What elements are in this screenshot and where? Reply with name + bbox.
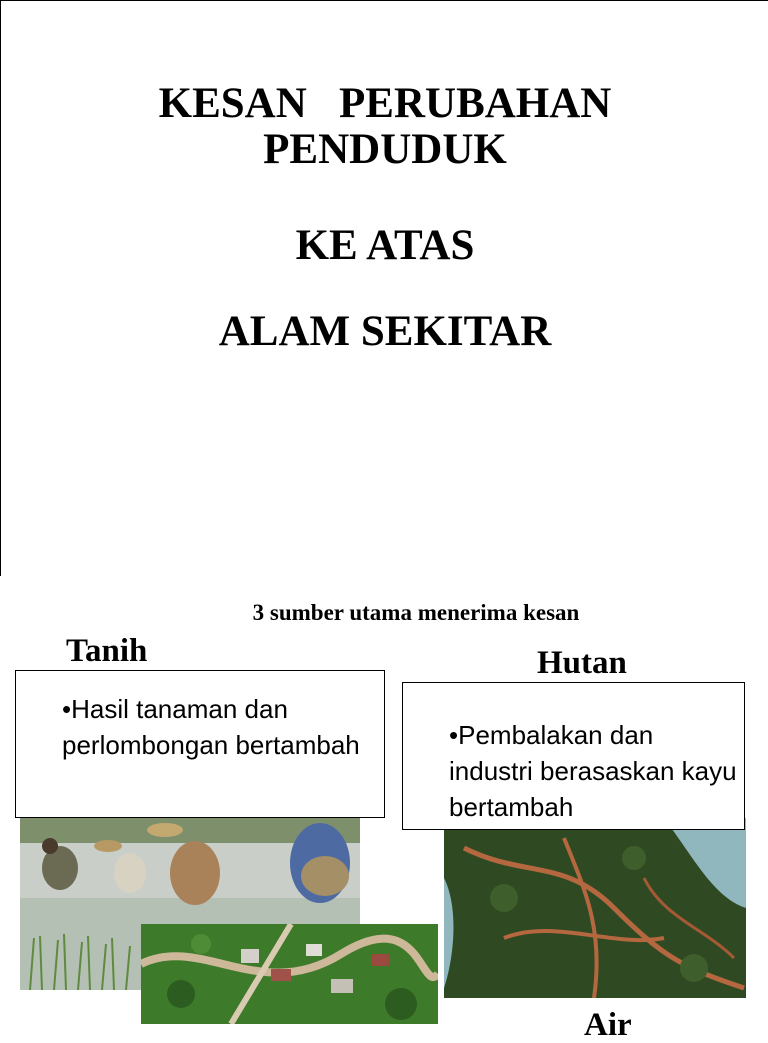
logged-forest-photo xyxy=(444,818,746,998)
title-line-1: KESAN PERUBAHAN xyxy=(158,80,612,127)
title-line-3: KE ATAS xyxy=(295,222,475,269)
title-line-2: PENDUDUK xyxy=(263,126,507,173)
slide-title xyxy=(1,81,768,173)
tanih-label: Tanih xyxy=(66,633,148,669)
hutan-label: Hutan xyxy=(537,645,627,681)
hutan-textbox: •Pembalakan dan industri berasaskan kayu bertambah xyxy=(402,682,745,830)
title-line-4: ALAM SEKITAR xyxy=(218,308,552,355)
slide-subtitle: 3 sumber utama menerima kesan xyxy=(252,600,580,625)
content-slide xyxy=(0,582,768,1043)
tanih-textbox: •Hasil tanaman dan perlombongan bertambah xyxy=(15,670,385,818)
village-aerial-photo xyxy=(141,924,438,1024)
air-label: Air xyxy=(584,1007,632,1043)
